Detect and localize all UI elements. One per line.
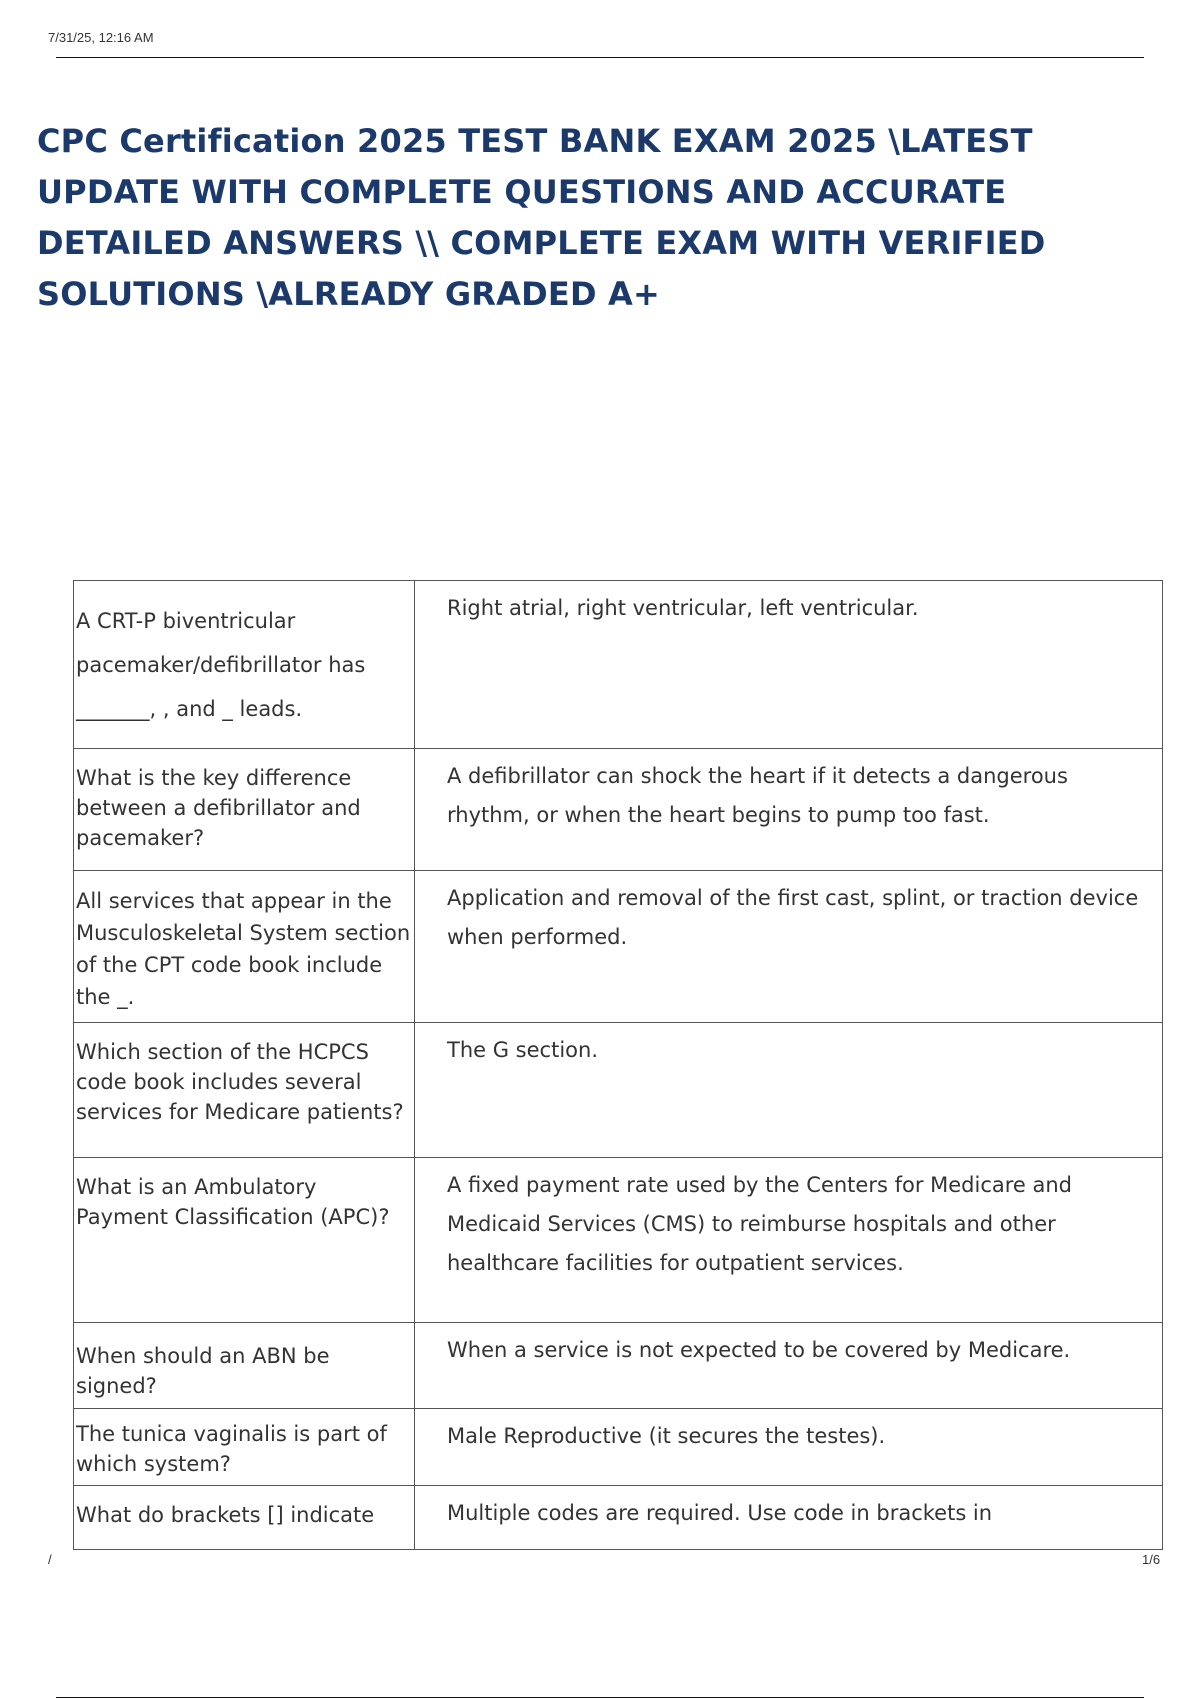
answer-text: Right atrial, right ventricular, left ventricular. bbox=[447, 596, 919, 620]
table-row bbox=[74, 1158, 1163, 1323]
question-cell bbox=[74, 1023, 415, 1158]
answer-text: Male Reproductive (it secures the testes). bbox=[447, 1424, 886, 1448]
answer-text: A fixed payment rate used by the Centers for Medicare and Medicaid Services (CMS) to reimburse hospitals and other healthcare facilities for outpatient services. bbox=[447, 1173, 1073, 1275]
answer-cell bbox=[415, 1323, 1163, 1409]
question-cell bbox=[74, 1158, 415, 1323]
answer-cell bbox=[415, 1158, 1163, 1323]
answer-text: A defibrillator can shock the heart if it detects a dangerous rhythm, or when the heart begins to pump too fast. bbox=[447, 764, 1068, 827]
answer-cell bbox=[415, 581, 1163, 749]
answer-cell bbox=[415, 749, 1163, 871]
page-number: 1/6 bbox=[1142, 1552, 1161, 1567]
answer-text: The G section. bbox=[447, 1038, 598, 1062]
question-text: What is the key difference between a defibrillator and pacemaker? bbox=[76, 766, 361, 850]
answer-cell bbox=[415, 1486, 1163, 1550]
question-cell bbox=[74, 581, 415, 749]
table-row bbox=[74, 749, 1163, 871]
answer-cell bbox=[415, 871, 1163, 1023]
header-divider bbox=[56, 57, 1144, 58]
answer-text: Application and removal of the first cast, splint, or traction device when performed. bbox=[447, 886, 1139, 949]
table-row bbox=[74, 1409, 1163, 1486]
footer-mark: / bbox=[48, 1552, 52, 1567]
question-cell bbox=[74, 1486, 415, 1550]
footer-divider bbox=[56, 1697, 1144, 1698]
table-row bbox=[74, 1323, 1163, 1409]
table-row bbox=[74, 1486, 1163, 1550]
question-text: A CRT-P biventricular pacemaker/defibrillator has _______, , and _ leads. bbox=[76, 609, 366, 721]
question-cell bbox=[74, 871, 415, 1023]
question-cell bbox=[74, 1323, 415, 1409]
question-text: What do brackets [] indicate bbox=[76, 1503, 375, 1527]
table-row bbox=[74, 581, 1163, 749]
question-text: All services that appear in the Musculoskeletal System section of the CPT code book include the _. bbox=[76, 889, 411, 1009]
question-text: Which section of the HCPCS code book includes several services for Medicare patients? bbox=[76, 1040, 404, 1124]
answer-cell bbox=[415, 1409, 1163, 1486]
print-timestamp: 7/31/25, 12:16 AM bbox=[48, 30, 154, 45]
question-text: The tunica vaginalis is part of which system? bbox=[76, 1422, 387, 1476]
answer-text: When a service is not expected to be covered by Medicare. bbox=[447, 1338, 1071, 1362]
answer-cell bbox=[415, 1023, 1163, 1158]
question-text: What is an Ambulatory Payment Classification (APC)? bbox=[76, 1175, 390, 1229]
document-title: CPC Certification 2025 TEST BANK EXAM 2025 \LATEST UPDATE WITH COMPLETE QUESTIONS AND ACCURATE DETAILED ANSWERS \\ COMPLETE EXAM WITH VERIFIED SOLUTIONS \ALREADY GRADED A+ bbox=[37, 122, 1046, 313]
question-cell bbox=[74, 1409, 415, 1486]
qa-table bbox=[73, 580, 1163, 1550]
question-text: When should an ABN be signed? bbox=[76, 1344, 330, 1398]
table-row bbox=[74, 871, 1163, 1023]
table-row bbox=[74, 1023, 1163, 1158]
question-cell bbox=[74, 749, 415, 871]
answer-text: Multiple codes are required. Use code in brackets in bbox=[447, 1501, 993, 1525]
